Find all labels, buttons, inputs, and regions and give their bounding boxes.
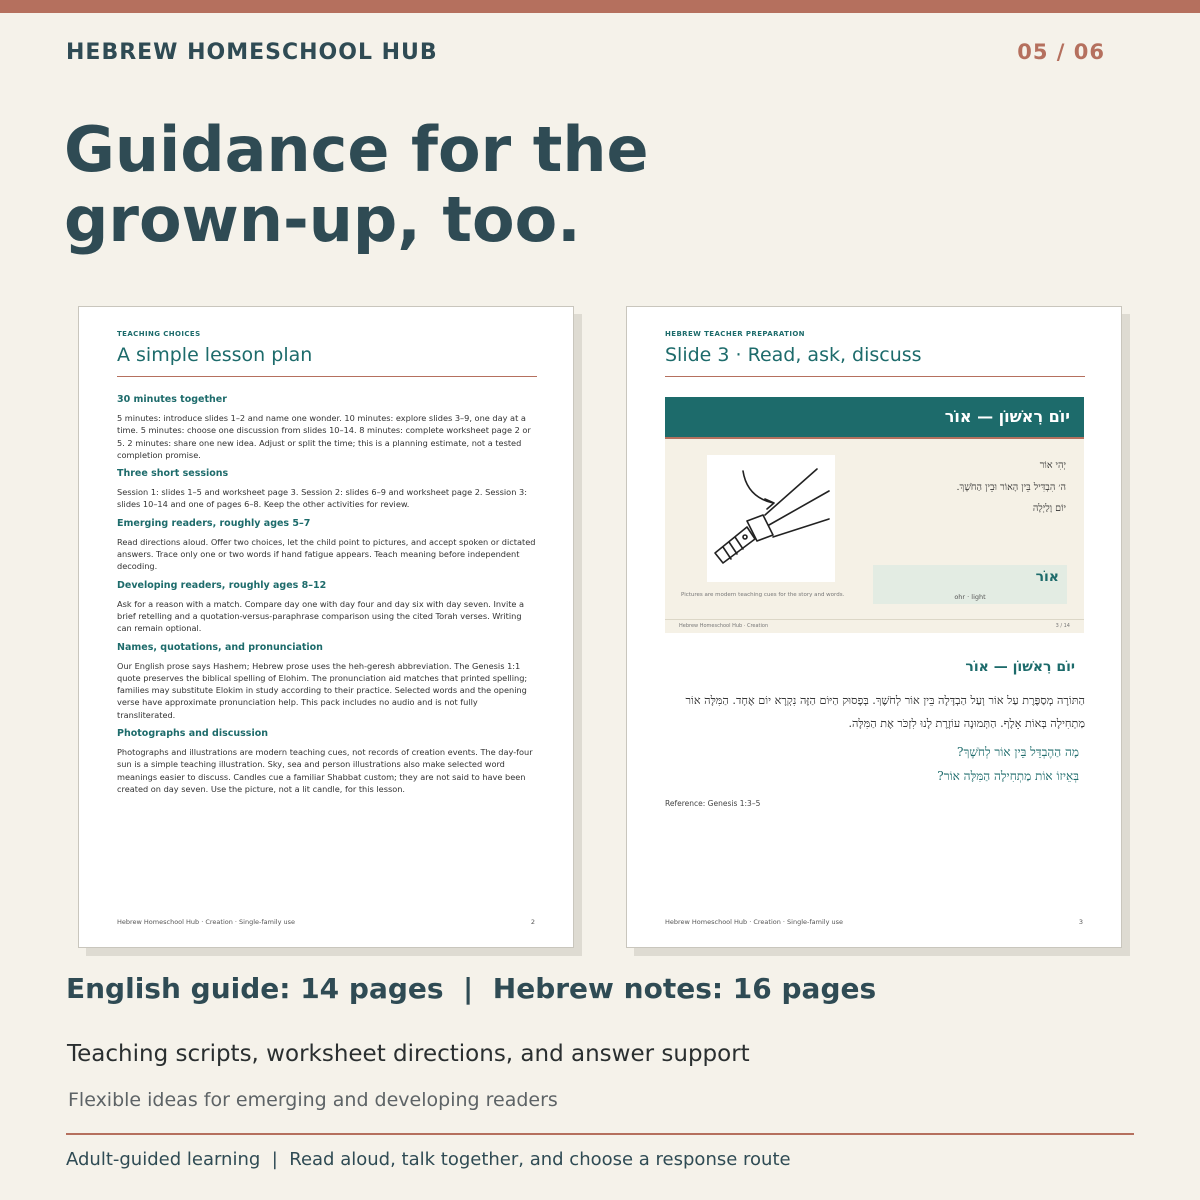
doc-page-number: 2 <box>530 918 535 926</box>
doc-divider <box>665 376 1085 377</box>
page-headline: Guidance for the grown-up, too. <box>64 113 649 256</box>
doc-title: A simple lesson plan <box>117 344 313 366</box>
discussion-question: מָה הַהֶבְדֵּל בֵּין אוֹר לְחֹשֶׁךְ? <box>957 745 1079 759</box>
section-heading: Developing readers, roughly ages 8–12 <box>117 579 327 591</box>
section-heading: Emerging readers, roughly ages 5–7 <box>117 517 311 529</box>
doc-body <box>117 394 537 802</box>
section-text: Photographs and illustrations are modern teaching cues, not records of creation events. The day-four sun is a simple teaching illustration. Sky, sea and person illustrations also make selected word meanings easier to discuss. Candles cue a familiar Shabbat custom; they are not said to have been created on day seven. Use the picture, not a lit candle, for this lesson. <box>117 747 533 794</box>
doc-divider <box>117 376 537 377</box>
section-text: Session 1: slides 1–5 and worksheet page 3. Session 2: slides 6–9 and worksheet page 2. Session 3: slides 10–14 and one of pages 6–8. Keep the other activities for review. <box>117 487 527 510</box>
section-text: 5 minutes: introduce slides 1–2 and name one wonder. 10 minutes: explore slides 3–9, one day at a time. 5 minutes: choose one discussion from slides 10–14. 8 minutes: complete worksheet page 2 or 5. 2 minutes: share one new idea. Adjust or split the time; this is a planning estimate, not a tested completion promise. <box>117 413 531 460</box>
discussion-question: בְּאֵיזוֹ אוֹת מַתְחִילָה הַמִּלָּה אוֹר? <box>937 769 1079 783</box>
slide-line: ה׳ הִבְדִּיל בֵּין הָאוֹר וּבֵין הַחֹשֶׁךְ. <box>956 481 1066 493</box>
footer-note: Adult-guided learning | Read aloud, talk together, and choose a response route <box>66 1149 791 1170</box>
slide-line: יְהִי אוֹר <box>1039 460 1066 471</box>
vocab-word-card <box>873 565 1067 604</box>
slide-thumbnail <box>665 397 1084 633</box>
top-accent-bar <box>0 0 1200 13</box>
page-count-stats: English guide: 14 pages | Hebrew notes: 16 pages <box>66 972 877 1005</box>
vocab-word: אוֹר <box>1035 569 1059 585</box>
slide-caption: Pictures are modern teaching cues for the story and words. <box>681 592 845 598</box>
lesson-plan-page-preview <box>78 306 574 948</box>
hebrew-paragraph: הַתּוֹרָה מְסַפֶּרֶת עַל אוֹר וְעַל הַבְדָּלָה בֵּין אוֹר לְחֹשֶׁךְ. בְּפָסוּק הַיּוֹם הַזֶּה נִקְרָא יוֹם אֶחָד. הַמִּלָּה אוֹר מַתְחִילָה בְּאוֹת אָלֶף. הַתְּמוּנָה עוֹזֶרֶת לָנוּ לִזְכֹּר אֶת הַמִּלָּה. <box>685 694 1085 730</box>
section-text: Ask for a reason with a match. Compare day one with day four and day six with day seven. Invite a brief retelling and a quotation-versus-paraphrase comparison using the cited Torah verses. Writing can remain optional. <box>117 598 525 634</box>
section-text: Read directions aloud. Offer two choices, let the child point to pictures, and accept spoken or dictated answers. Trace only one or two words if hand fatigue appears. Teach meaning before independent decoding. <box>117 536 536 572</box>
slide-header <box>665 397 1084 439</box>
slide-header-text: יוֹם רִאשׁוֹן — אוֹר <box>944 407 1070 426</box>
contents-subline: Teaching scripts, worksheet directions, and answer support <box>67 1041 750 1067</box>
audience-tagline: Flexible ideas for emerging and developing readers <box>68 1089 558 1111</box>
doc-kicker: TEACHING CHOICES <box>117 330 201 338</box>
section-text: Our English prose says Hashem; Hebrew prose uses the heh-geresh abbreviation. The Genesis 1:1 quote preserves the biblical spelling of Elohim. The pronunciation aid matches that printed spelling; families may substitute Elokim in study according to their practice. Selected words and the opening verse have approximate pronunciation help. This pack includes no audio and is not fully transliterated. <box>117 660 528 720</box>
teacher-preparation-page-preview <box>626 306 1122 948</box>
vocab-transliteration: ohr · light <box>954 593 986 601</box>
section-heading: Names, quotations, and pronunciation <box>117 641 323 653</box>
slide-hebrew-lines <box>957 455 1066 520</box>
hebrew-section-title: יוֹם רִאשׁוֹן — אוֹר <box>965 659 1075 675</box>
page-counter: 05 / 06 <box>1017 40 1105 64</box>
section-heading: Three short sessions <box>117 468 229 480</box>
slide-line: יוֹם וָלַיְלָה <box>1032 503 1066 514</box>
flashlight-icon <box>707 455 835 582</box>
doc-kicker: HEBREW TEACHER PREPARATION <box>665 330 805 338</box>
doc-title: Slide 3 · Read, ask, discuss <box>665 344 922 366</box>
bottom-divider <box>66 1133 1134 1135</box>
doc-page-number: 3 <box>1078 918 1083 926</box>
verse-reference: Reference: Genesis 1:3–5 <box>665 799 761 808</box>
doc-footer: Hebrew Homeschool Hub · Creation · Single-family use <box>117 918 296 926</box>
slide-footer: Hebrew Homeschool Hub · Creation <box>679 623 769 629</box>
slide-footer-divider <box>665 619 1084 620</box>
slide-number: 3 / 14 <box>1055 623 1070 629</box>
brand-name: HEBREW HOMESCHOOL HUB <box>66 40 438 65</box>
section-heading: Photographs and discussion <box>117 728 268 740</box>
section-heading: 30 minutes together <box>117 394 227 405</box>
doc-footer: Hebrew Homeschool Hub · Creation · Single-family use <box>665 918 844 926</box>
